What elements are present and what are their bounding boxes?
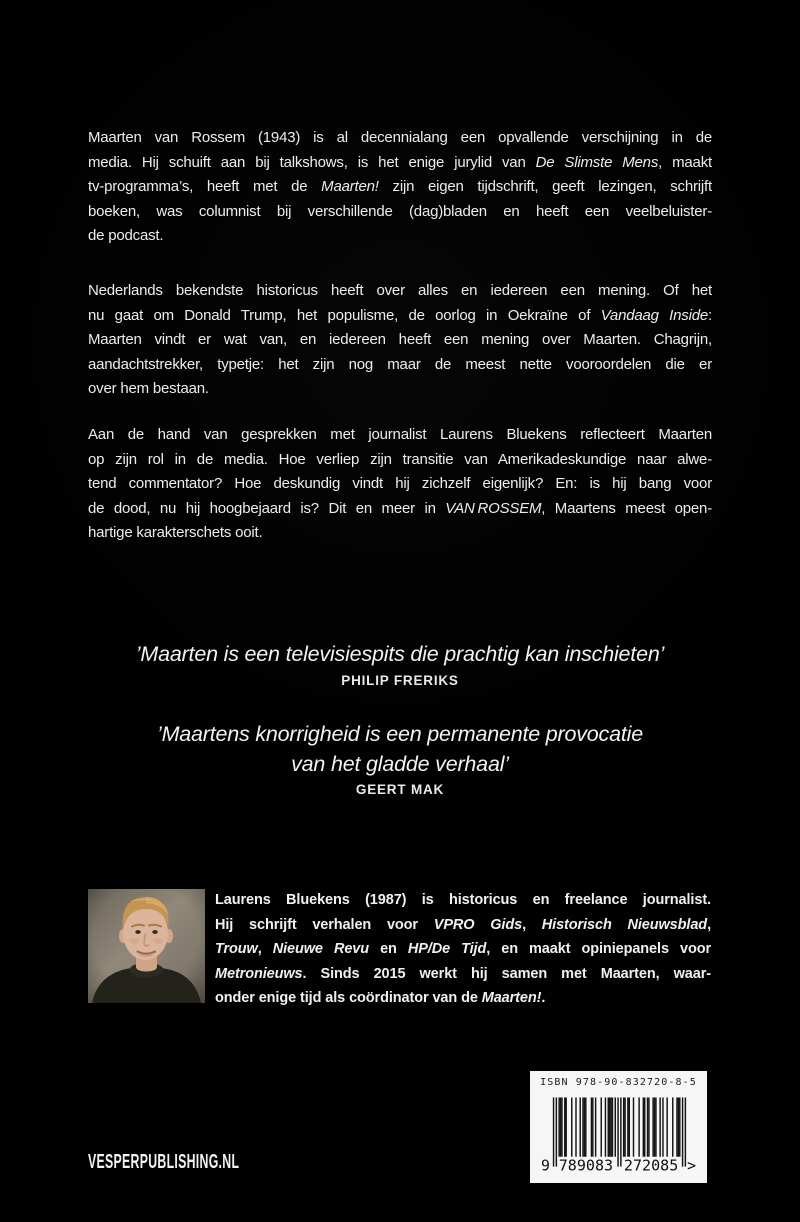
text-line: media. Hij schuift aan bij talkshows, is het enige jurylid van De Slimste Mens, maakt — [88, 153, 712, 171]
text-line: tv-programma’s, heeft met de Maarten! zijn eigen tijdschrift, geeft lezingen, schrijft — [88, 178, 712, 195]
synopsis-paragraph-2 — [88, 279, 712, 402]
barcode-digits-group2: 272085 — [623, 1157, 678, 1175]
text-line: onder enige tijd als coördinator van de Maarten!. — [215, 990, 546, 1007]
quote-attribution-1: PHILIP FRERIKS — [341, 673, 459, 688]
text-line: van het gladde verhaal’ — [291, 752, 509, 776]
synopsis-paragraph-1 — [88, 126, 712, 249]
text-line: Nederlands bekendste historicus heeft over alles en iedereen een mening. Of het — [88, 282, 712, 299]
text-line: op zijn rol in de media. Hoe verliep zijn transitie van Amerikadeskundige naar alwe- — [88, 450, 712, 468]
text-line: tend commentator? Hoe deskundig vindt hij zichzelf eigenlijk? En: is hij bang voor — [88, 475, 712, 492]
isbn-barcode — [530, 1071, 707, 1183]
barcode-digits-group1: 789083 — [558, 1157, 613, 1175]
isbn-label: ISBN 978-90-832720-8-5 — [540, 1077, 697, 1088]
text-line: Trouw, Nieuwe Revu en HP/De Tijd, en maakt opiniepanels voor — [215, 941, 711, 958]
text-line: Laurens Bluekens (1987) is historicus en freelance journalist. — [215, 892, 711, 908]
text-line: de dood, nu hij hoogbejaard is? Dit en meer in VAN ROSSEM, Maartens meest open- — [88, 499, 712, 517]
barcode-digit-left: 9 — [540, 1157, 550, 1175]
synopsis-paragraph-3 — [88, 423, 712, 546]
text-line: Maarten vindt er wat van, en iedereen heeft een mening over Maarten. Chagrijn, — [88, 331, 712, 348]
author-bio-text — [215, 888, 711, 1011]
publisher-website: VESPERPUBLISHING.NL — [88, 1150, 240, 1173]
text-line: Metronieuws. Sinds 2015 werkt hij samen met Maarten, waar- — [215, 965, 711, 982]
endorsement-quote-2 — [88, 719, 712, 779]
endorsement-quote-1 — [88, 639, 712, 669]
text-line: de podcast. — [88, 227, 164, 244]
text-line: Hij schrijft verhalen voor VPRO Gids, Historisch Nieuwsblad, — [215, 916, 711, 933]
text-line: hartige karakterschets ooit. — [88, 524, 263, 541]
text-line: aandachtstrekker, typetje: het zijn nog maar de meest nette vooroordelen die er — [88, 355, 712, 373]
text-line: boeken, was columnist bij verschillende (dag)bladen en heeft een veelbeluister- — [88, 202, 712, 220]
text-line: ’Maarten is een televisiespits die prachtig kan inschieten’ — [135, 642, 665, 666]
text-line: ’Maartens knorrigheid is een permanente provocatie — [157, 722, 643, 746]
quote-attribution-2: GEERT MAK — [355, 782, 445, 797]
text-line: over hem bestaan. — [88, 380, 209, 397]
barcode-bars — [552, 1097, 685, 1166]
barcode-quiet-zone-char: > — [686, 1157, 696, 1175]
text-line: Maarten van Rossem (1943) is al decennialang een opvallende verschijning in de — [88, 129, 712, 146]
text-line: Aan de hand van gesprekken met journalist Laurens Bluekens reflecteert Maarten — [88, 426, 712, 443]
text-line: nu gaat om Donald Trump, het populisme, de oorlog in Oekraïne of Vandaag Inside: — [88, 306, 712, 324]
author-photo — [88, 889, 205, 1003]
barcode-graphic — [539, 1089, 699, 1181]
author-portrait-illustration — [88, 889, 205, 1003]
